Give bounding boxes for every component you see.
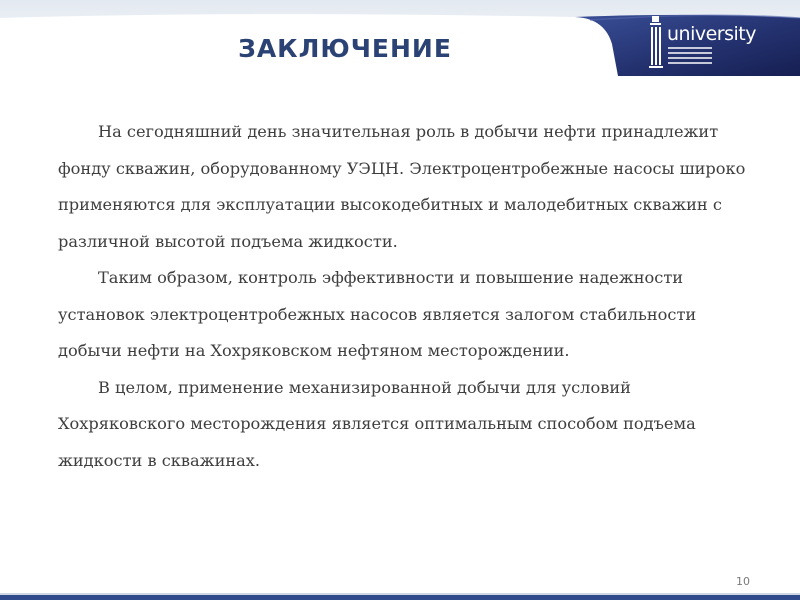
university-subtitle-lines bbox=[668, 47, 712, 67]
university-logo bbox=[648, 14, 758, 70]
footer-bar bbox=[0, 593, 800, 600]
page-number: 10 bbox=[736, 575, 750, 588]
paragraph-3: В целом, применение механизированной добычи для условий Хохряковского месторождения является оптимальным способом подъема жидкости в скважинах. bbox=[58, 377, 696, 470]
paragraph-2: Таким образом, контроль эффективности и повышение надежности установок электроцентробежных насосов является залогом стабильности добычи нефти на Хохряковском нефтяном месторождении. bbox=[58, 268, 697, 360]
university-wordmark: university bbox=[667, 23, 756, 45]
slide-title: ЗАКЛЮЧЕНИЕ bbox=[238, 34, 452, 63]
paragraph-1: На сегодняшний день значительная роль в добычи нефти принадлежит фонду скважин, оборудованному УЭЦН. Электроцентробежные насосы широко применяются для эксплуатации высокодебитных и малодебитных скважин с различной высотой подъема жидкости. bbox=[58, 122, 746, 251]
university-crest-icon bbox=[648, 16, 664, 68]
slide-body bbox=[58, 114, 758, 479]
